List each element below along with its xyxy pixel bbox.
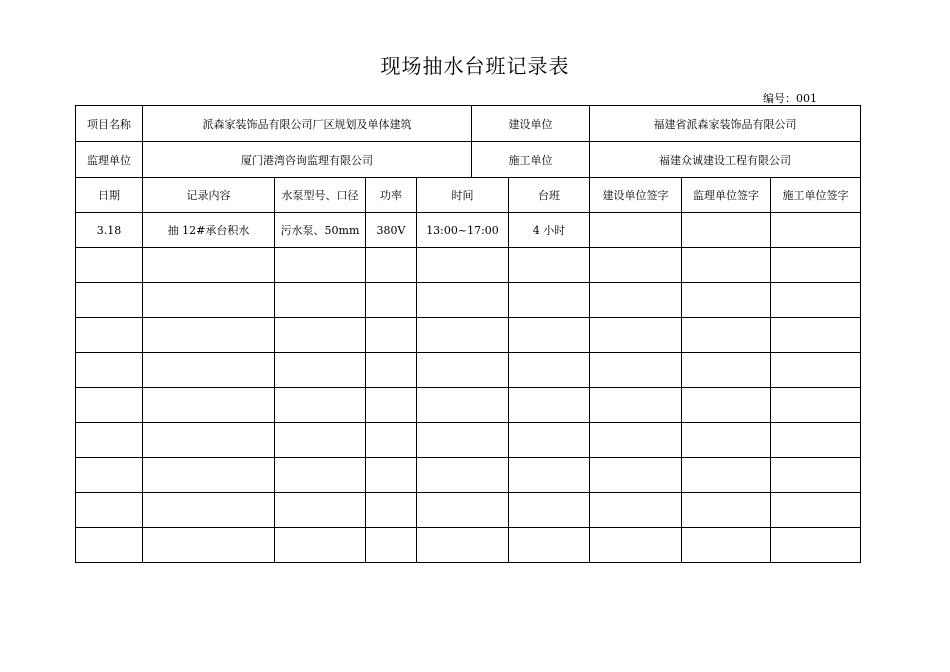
table-cell: [590, 423, 682, 458]
table-cell: [509, 283, 590, 318]
table-cell: [590, 248, 682, 283]
table-cell: [76, 353, 143, 388]
supervisor-unit-value: 厦门港湾咨询监理有限公司: [143, 142, 472, 178]
table-cell: [771, 353, 861, 388]
table-cell: [366, 458, 417, 493]
table-cell: [366, 493, 417, 528]
table-cell: [143, 493, 275, 528]
table-cell: [509, 493, 590, 528]
table-cell: [76, 423, 143, 458]
table-cell: [76, 283, 143, 318]
table-cell: [417, 248, 509, 283]
table-cell: [509, 528, 590, 563]
project-name-label: 项目名称: [76, 106, 143, 142]
table-cell: [76, 388, 143, 423]
table-row: [76, 423, 861, 458]
table-cell: [366, 353, 417, 388]
table-row: [76, 318, 861, 353]
table-cell: [771, 388, 861, 423]
table-cell: [771, 283, 861, 318]
project-name-value: 派森家装饰品有限公司厂区规划及单体建筑: [143, 106, 472, 142]
table-cell: [590, 213, 682, 248]
table-cell: 污水泵、50mm: [275, 213, 366, 248]
table-cell: [417, 388, 509, 423]
table-cell: [366, 248, 417, 283]
table-cell: [771, 318, 861, 353]
table-row: [76, 528, 861, 563]
table-cell: [366, 283, 417, 318]
document-title: 现场抽水台班记录表: [380, 54, 570, 78]
table-cell: [771, 528, 861, 563]
table-row: [76, 458, 861, 493]
table-cell: [682, 493, 771, 528]
table-cell: [143, 458, 275, 493]
table-row: [76, 213, 861, 248]
column-header: 水泵型号、口径: [275, 178, 366, 213]
table-cell: [76, 528, 143, 563]
table-cell: 3.18: [76, 213, 143, 248]
table-cell: [417, 318, 509, 353]
table-cell: [275, 248, 366, 283]
column-header: 日期: [76, 178, 143, 213]
table-cell: [590, 318, 682, 353]
table-cell: [275, 493, 366, 528]
table-cell: [366, 318, 417, 353]
table-cell: [682, 248, 771, 283]
table-cell: [590, 283, 682, 318]
table-row: [76, 493, 861, 528]
table-cell: 抽 12#承台积水: [143, 213, 275, 248]
table-cell: [275, 283, 366, 318]
table-cell: [509, 458, 590, 493]
table-cell: [76, 248, 143, 283]
table-cell: [76, 493, 143, 528]
table-cell: [143, 423, 275, 458]
table-cell: [143, 388, 275, 423]
table-cell: [682, 528, 771, 563]
table-cell: [682, 318, 771, 353]
table-cell: [682, 283, 771, 318]
table-cell: [682, 213, 771, 248]
builder-unit-value: 福建省派森家装饰品有限公司: [590, 106, 861, 142]
supervisor-unit-label: 监理单位: [76, 142, 143, 178]
serial-number: 编号：001: [763, 92, 817, 105]
supervisor-row: [76, 142, 861, 178]
table-row: [76, 283, 861, 318]
table-cell: 4 小时: [509, 213, 590, 248]
table-cell: [143, 528, 275, 563]
table-cell: [509, 353, 590, 388]
table-cell: [509, 388, 590, 423]
table-cell: [143, 318, 275, 353]
table-cell: [366, 423, 417, 458]
table-cell: [771, 248, 861, 283]
table-cell: [275, 458, 366, 493]
column-header: 功率: [366, 178, 417, 213]
table-cell: [682, 458, 771, 493]
table-cell: [590, 493, 682, 528]
column-header: 台班: [509, 178, 590, 213]
table-row: [76, 248, 861, 283]
table-cell: [771, 458, 861, 493]
table-cell: [366, 388, 417, 423]
contractor-unit-value: 福建众诚建设工程有限公司: [590, 142, 861, 178]
table-cell: [590, 353, 682, 388]
project-row: [76, 106, 861, 142]
column-header: 时间: [417, 178, 509, 213]
column-header-row: [76, 178, 861, 213]
table-cell: [417, 458, 509, 493]
column-header: 施工单位签字: [771, 178, 861, 213]
table-cell: 13:00~17:00: [417, 213, 509, 248]
table-cell: [590, 388, 682, 423]
table-cell: [509, 423, 590, 458]
record-table: [75, 105, 861, 563]
table-cell: [275, 353, 366, 388]
table-cell: [275, 423, 366, 458]
table-cell: [143, 353, 275, 388]
table-cell: [417, 283, 509, 318]
contractor-unit-label: 施工单位: [472, 142, 590, 178]
table-cell: [682, 353, 771, 388]
builder-unit-label: 建设单位: [472, 106, 590, 142]
table-cell: [682, 423, 771, 458]
table-cell: [509, 248, 590, 283]
table-cell: [590, 528, 682, 563]
table-cell: [771, 213, 861, 248]
table-cell: [417, 528, 509, 563]
table-cell: [509, 318, 590, 353]
table-cell: [682, 388, 771, 423]
table-cell: [143, 248, 275, 283]
table-cell: [275, 318, 366, 353]
table-cell: [771, 493, 861, 528]
table-cell: [366, 528, 417, 563]
table-cell: 380V: [366, 213, 417, 248]
table-cell: [275, 528, 366, 563]
table-cell: [76, 318, 143, 353]
table-cell: [417, 353, 509, 388]
table-cell: [275, 388, 366, 423]
table-row: [76, 388, 861, 423]
table-cell: [417, 493, 509, 528]
table-cell: [417, 423, 509, 458]
table-cell: [590, 458, 682, 493]
table-cell: [143, 283, 275, 318]
table-cell: [771, 423, 861, 458]
table-row: [76, 353, 861, 388]
table-cell: [76, 458, 143, 493]
column-header: 建设单位签字: [590, 178, 682, 213]
column-header: 记录内容: [143, 178, 275, 213]
column-header: 监理单位签字: [682, 178, 771, 213]
